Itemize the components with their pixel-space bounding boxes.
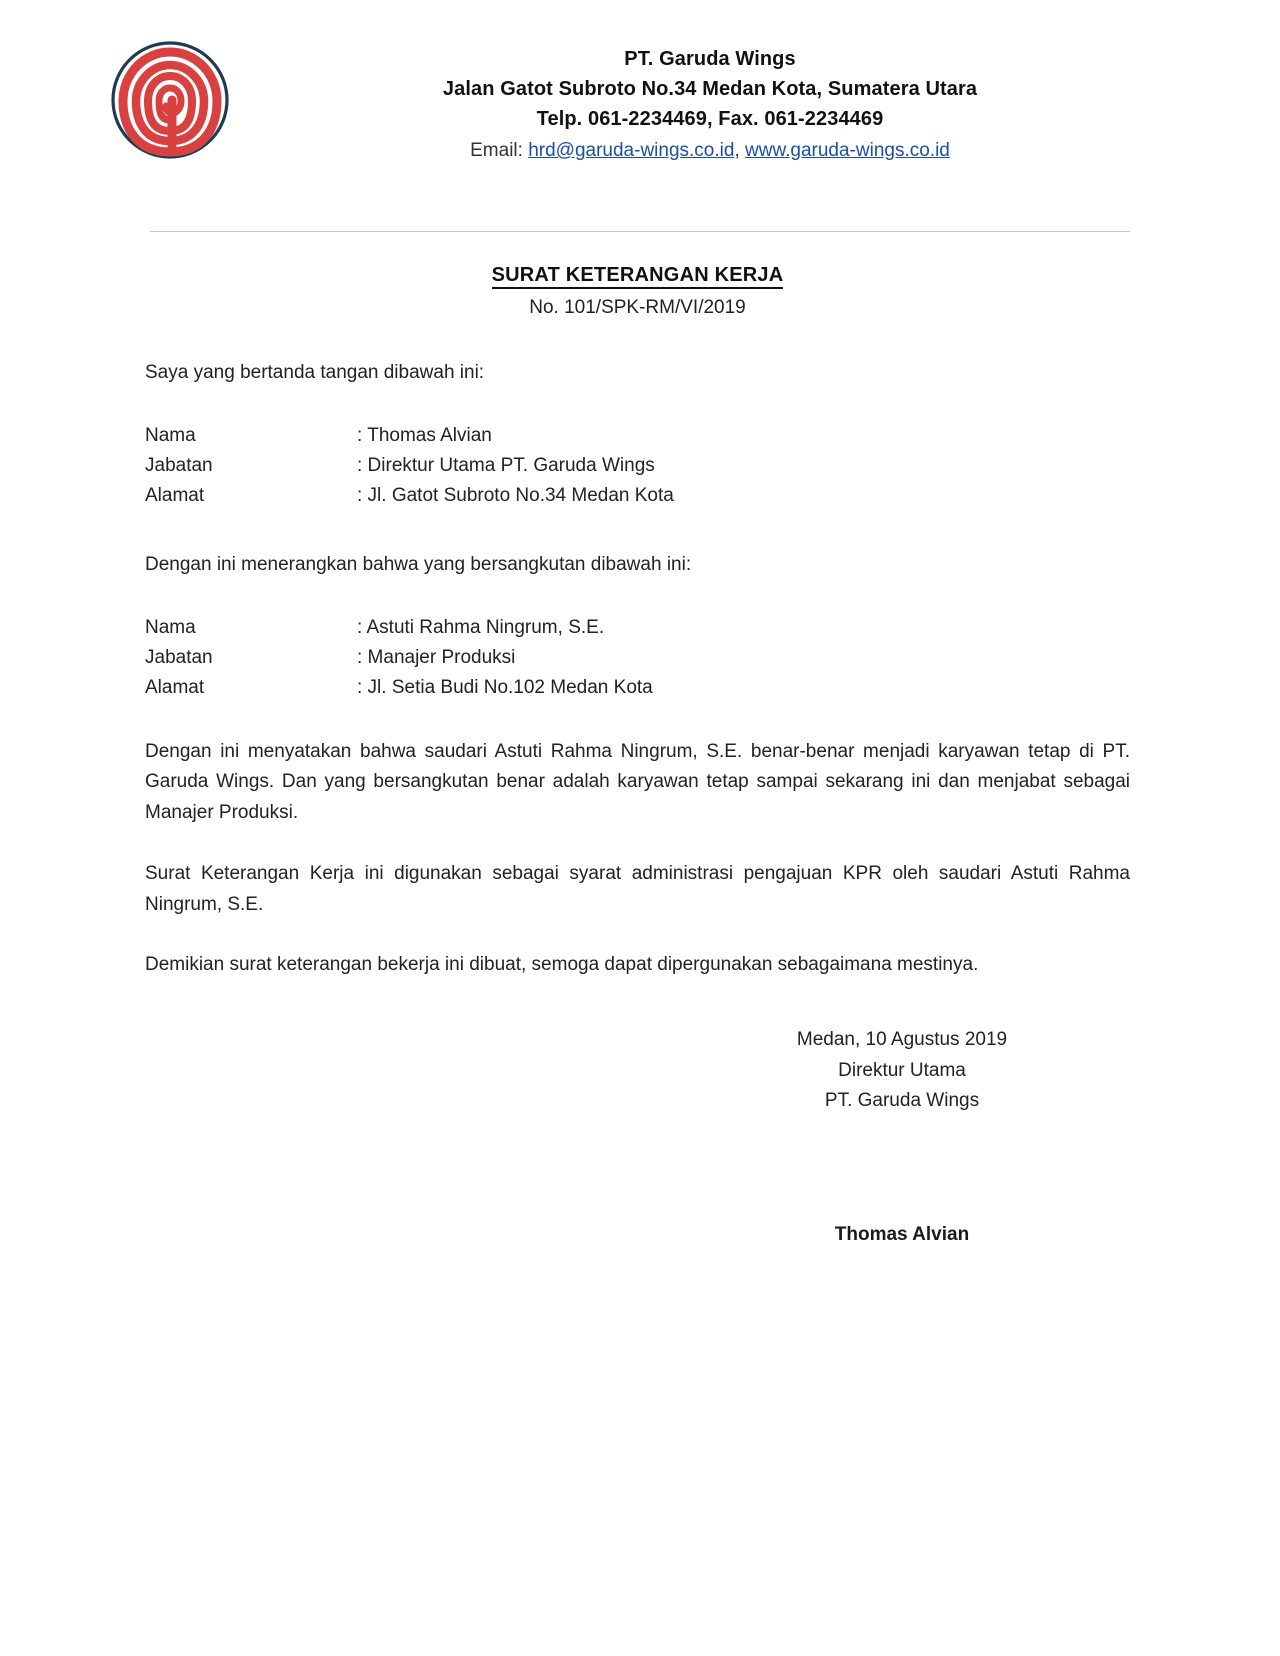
signer-intro: Saya yang bertanda tangan dibawah ini: bbox=[145, 362, 485, 384]
subject-position-value: : Manajer Produksi bbox=[357, 646, 516, 668]
signer-position-label: Jabatan bbox=[145, 455, 213, 476]
document-title-text: SURAT KETERANGAN KERJA bbox=[492, 264, 784, 289]
logo-container bbox=[0, 28, 340, 164]
table-row bbox=[145, 673, 653, 703]
signature-place-date: Medan, 10 Agustus 2019 bbox=[796, 1029, 1008, 1051]
subject-address-value: : Jl. Setia Budi No.102 Medan Kota bbox=[357, 676, 653, 698]
subject-details-table bbox=[145, 613, 653, 703]
signer-name-label: Nama bbox=[145, 424, 196, 446]
website-link[interactable]: www.garuda-wings.co.id bbox=[745, 140, 950, 161]
signer-name-value: : Thomas Alvian bbox=[357, 424, 492, 446]
signature-position: Direktur Utama bbox=[838, 1059, 966, 1081]
header-divider bbox=[150, 231, 1130, 232]
table-row bbox=[145, 421, 674, 451]
letterhead bbox=[0, 0, 1280, 165]
subject-address-label: Alamat bbox=[145, 676, 205, 698]
subject-position-label: Jabatan bbox=[145, 646, 213, 668]
garuda-wings-logo-icon bbox=[109, 36, 231, 164]
table-row bbox=[145, 481, 674, 511]
email-label: Email: bbox=[470, 140, 523, 161]
company-info bbox=[340, 28, 1280, 165]
signer-address-value: : Jl. Gatot Subroto No.34 Medan Kota bbox=[357, 485, 674, 507]
company-phone-fax: Telp. 061-2234469, Fax. 061-2234469 bbox=[536, 108, 884, 130]
body-paragraph-2: Surat Keterangan Kerja ini digunakan sebagai syarat administrasi pengajuan KPR oleh saudari Astuti Rahma Ningrum, S.E. bbox=[145, 862, 1130, 915]
signature-company: PT. Garuda Wings bbox=[824, 1090, 980, 1111]
company-email-line bbox=[340, 136, 1080, 165]
subject-intro: Dengan ini menerangkan bahwa yang bersangkutan dibawah ini: bbox=[145, 554, 692, 576]
body-paragraph-1: Dengan ini menyatakan bahwa saudari Astuti Rahma Ningrum, S.E. benar-benar menjadi karyawan tetap di PT. Garuda Wings. Dan yang bersangkutan benar adalah karyawan tetap sampai sekarang ini dan menjabat sebagai Manajer Produksi. bbox=[145, 740, 1130, 824]
document-number: No. 101/SPK-RM/VI/2019 bbox=[529, 297, 746, 319]
signer-address-label: Alamat bbox=[145, 485, 205, 507]
signature-block bbox=[692, 1025, 1112, 1116]
subject-name-label: Nama bbox=[145, 616, 196, 638]
document-title bbox=[145, 264, 1130, 287]
signer-position-value: : Direktur Utama PT. Garuda Wings bbox=[357, 455, 655, 476]
document-body bbox=[0, 264, 1280, 1246]
email-separator: , bbox=[734, 140, 740, 161]
subject-name-value: : Astuti Rahma Ningrum, S.E. bbox=[357, 616, 605, 638]
table-row bbox=[145, 643, 653, 673]
signer-details-table bbox=[145, 421, 674, 511]
signatory-name: Thomas Alvian bbox=[834, 1224, 970, 1246]
table-row bbox=[145, 613, 653, 643]
company-address: Jalan Gatot Subroto No.34 Medan Kota, Sumatera Utara bbox=[442, 78, 978, 100]
company-name: PT. Garuda Wings bbox=[624, 48, 796, 70]
table-row bbox=[145, 451, 674, 481]
body-paragraph-3: Demikian surat keterangan bekerja ini dibuat, semoga dapat dipergunakan sebagaimana mestinya. bbox=[145, 954, 979, 976]
email-link[interactable]: hrd@garuda-wings.co.id bbox=[528, 140, 735, 161]
